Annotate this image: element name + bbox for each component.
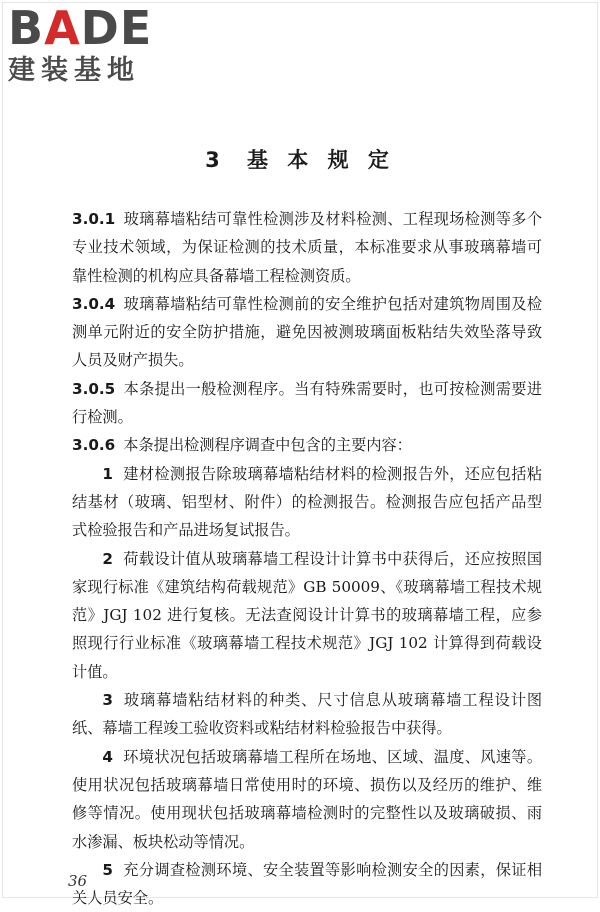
document-body [72, 205, 542, 912]
chapter-title [0, 144, 600, 174]
list-item [72, 686, 542, 743]
chapter-name: 基 本 规 定 [247, 148, 395, 172]
clause-number: 3.0.6 [72, 436, 116, 455]
item-text: 建材检测报告除玻璃幕墙粘结材料的检测报告外，还应包括粘结基材（玻璃、铝型材、附件）的检测报告。检测报告应包括产品型式检验报告和产品进场复试报告。 [72, 464, 542, 540]
chapter-number: 3 [205, 148, 226, 172]
clause-text: 玻璃幕墙粘结可靠性检测涉及材料检测、工程现场检测等多个专业技术领域，为保证检测的技术质量，本标准要求从事玻璃幕墙可靠性检测的机构应具备幕墙工程检测资质。 [72, 210, 542, 285]
clause-paragraph [72, 290, 542, 375]
clause-text: 本条提出一般检测程序。当有特殊需要时，也可按检测需要进行检测。 [72, 379, 542, 427]
page-number: 36 [68, 872, 88, 890]
logo-letter-a-accent: A [44, 1, 81, 55]
item-number: 2 [102, 549, 113, 568]
list-item [72, 743, 542, 856]
item-number: 5 [102, 860, 113, 879]
logo-wordmark [8, 1, 178, 55]
list-item [72, 460, 542, 545]
clause-text: 玻璃幕墙粘结可靠性检测前的安全维护包括对建筑物周围及检测单元附近的安全防护措施，避免因被测玻璃面板粘结失效坠落导致人员及财产损失。 [72, 294, 542, 370]
clause-paragraph [72, 205, 542, 290]
clause-paragraph [72, 375, 542, 432]
bade-logo [8, 1, 178, 88]
clause-text: 本条提出检测程序调查中包含的主要内容： [123, 436, 412, 455]
logo-subtitle: 建装基地 [8, 55, 140, 86]
logo-letters-de: DE [80, 1, 153, 55]
logo-letter-b: B [8, 1, 45, 55]
clause-number: 3.0.5 [72, 379, 116, 398]
item-text: 环境状况包括玻璃幕墙工程所在场地、区域、温度、风速等。使用状况包括玻璃幕墙日常使用时的环境、损伤以及经历的维护、维修等情况。使用现状包括玻璃幕墙检测时的完整性以及玻璃破损、雨水渗漏、板块松动等情况。 [72, 747, 542, 851]
item-text: 荷载设计值从玻璃幕墙工程设计计算书中获得后，还应按照国家现行标准《建筑结构荷载规范》GB 50009、《玻璃幕墙工程技术规范》JGJ 102 进行复核。无法查阅设计计算书的玻璃幕墙工程，应参照现行行业标准《玻璃幕墙工程技术规范》JGJ 102 计算得到荷载设计值。 [72, 549, 542, 681]
item-text: 玻璃幕墙粘结材料的种类、尺寸信息从玻璃幕墙工程设计图纸、幕墙工程竣工验收资料或粘结材料检验报告中获得。 [72, 691, 542, 738]
list-item [72, 545, 542, 686]
item-number: 4 [102, 747, 113, 766]
clause-number: 3.0.1 [72, 210, 116, 228]
item-text: 充分调查检测环境、安全装置等影响检测安全的因素，保证相关人员安全。 [72, 860, 542, 908]
list-item [72, 856, 542, 912]
clause-paragraph [72, 431, 542, 459]
item-number: 1 [102, 464, 113, 483]
clause-number: 3.0.4 [72, 294, 116, 313]
item-number: 3 [102, 691, 113, 710]
